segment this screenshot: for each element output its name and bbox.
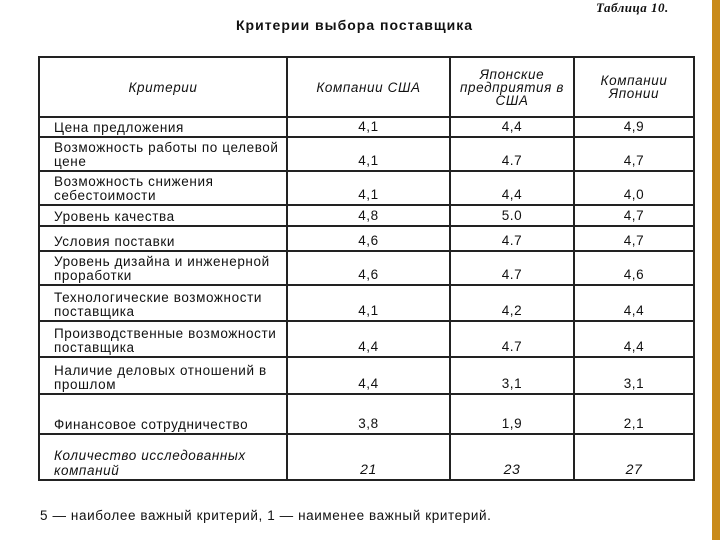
usa-cell: 4,8	[287, 205, 450, 226]
supplier-criteria-table	[38, 56, 695, 481]
japan-cell: 4,7	[574, 226, 694, 251]
usa-cell: 3,8	[287, 394, 450, 434]
japan-cell: 4,6	[574, 251, 694, 285]
usa-cell: 4,1	[287, 171, 450, 205]
usa-cell: 4,1	[287, 117, 450, 137]
jp-usa-cell: 5.0	[450, 205, 574, 226]
japan-cell: 2,1	[574, 394, 694, 434]
japan-cell: 4,0	[574, 171, 694, 205]
usa-cell: 4,4	[287, 357, 450, 394]
jp-usa-cell: 4,4	[450, 117, 574, 137]
usa-cell: 4,4	[287, 321, 450, 357]
table-row	[39, 171, 694, 205]
jp-usa-cell: 4.7	[450, 321, 574, 357]
header-criteria: Критерии	[39, 57, 287, 117]
criterion-cell: Условия поставки	[39, 226, 287, 251]
total-criterion-cell: Количество исследованных компаний	[39, 434, 287, 480]
table-row	[39, 394, 694, 434]
japan-cell: 4,7	[574, 205, 694, 226]
japan-cell: 4,4	[574, 285, 694, 321]
criterion-cell: Уровень качества	[39, 205, 287, 226]
table-title: Критерии выбора поставщика	[236, 17, 474, 33]
table-row	[39, 357, 694, 394]
table-row	[39, 137, 694, 171]
jp-usa-cell: 4.7	[450, 137, 574, 171]
jp-usa-cell: 4.7	[450, 226, 574, 251]
criterion-cell: Финансовое сотрудничество	[39, 394, 287, 434]
japan-cell: 4,4	[574, 321, 694, 357]
header-usa: Компании США	[287, 57, 450, 117]
header-jp-usa: Японские предприятия в США	[450, 57, 574, 117]
japan-cell: 4,9	[574, 117, 694, 137]
table-row	[39, 226, 694, 251]
jp-usa-cell: 4,4	[450, 171, 574, 205]
table-row	[39, 321, 694, 357]
usa-cell: 4,6	[287, 226, 450, 251]
total-row	[39, 434, 694, 480]
japan-cell: 4,7	[574, 137, 694, 171]
criterion-cell: Возможность работы по целевой цене	[39, 137, 287, 171]
criterion-cell: Производственные возможности поставщика	[39, 321, 287, 357]
criterion-cell: Технологические возможности поставщика	[39, 285, 287, 321]
total-usa-cell: 21	[287, 434, 450, 480]
usa-cell: 4,1	[287, 285, 450, 321]
table-row	[39, 285, 694, 321]
jp-usa-cell: 3,1	[450, 357, 574, 394]
header-japan: Компании Японии	[574, 57, 694, 117]
total-jp-usa-cell: 23	[450, 434, 574, 480]
criterion-cell: Уровень дизайна и инженерной проработки	[39, 251, 287, 285]
slide-edge-strip	[712, 0, 720, 540]
jp-usa-cell: 4.7	[450, 251, 574, 285]
table-header-row	[39, 57, 694, 117]
table-footnote: 5 — наиболее важный критерий, 1 — наименее важный критерий.	[40, 508, 492, 523]
criterion-cell: Наличие деловых отношений в прошлом	[39, 357, 287, 394]
table-row	[39, 205, 694, 226]
usa-cell: 4,1	[287, 137, 450, 171]
japan-cell: 3,1	[574, 357, 694, 394]
criterion-cell: Цена предложения	[39, 117, 287, 137]
total-japan-cell: 27	[574, 434, 694, 480]
usa-cell: 4,6	[287, 251, 450, 285]
jp-usa-cell: 4,2	[450, 285, 574, 321]
jp-usa-cell: 1,9	[450, 394, 574, 434]
table-row	[39, 251, 694, 285]
criterion-cell: Возможность снижения себестоимости	[39, 171, 287, 205]
table-row	[39, 117, 694, 137]
table-label: Таблица 10.	[596, 0, 669, 15]
